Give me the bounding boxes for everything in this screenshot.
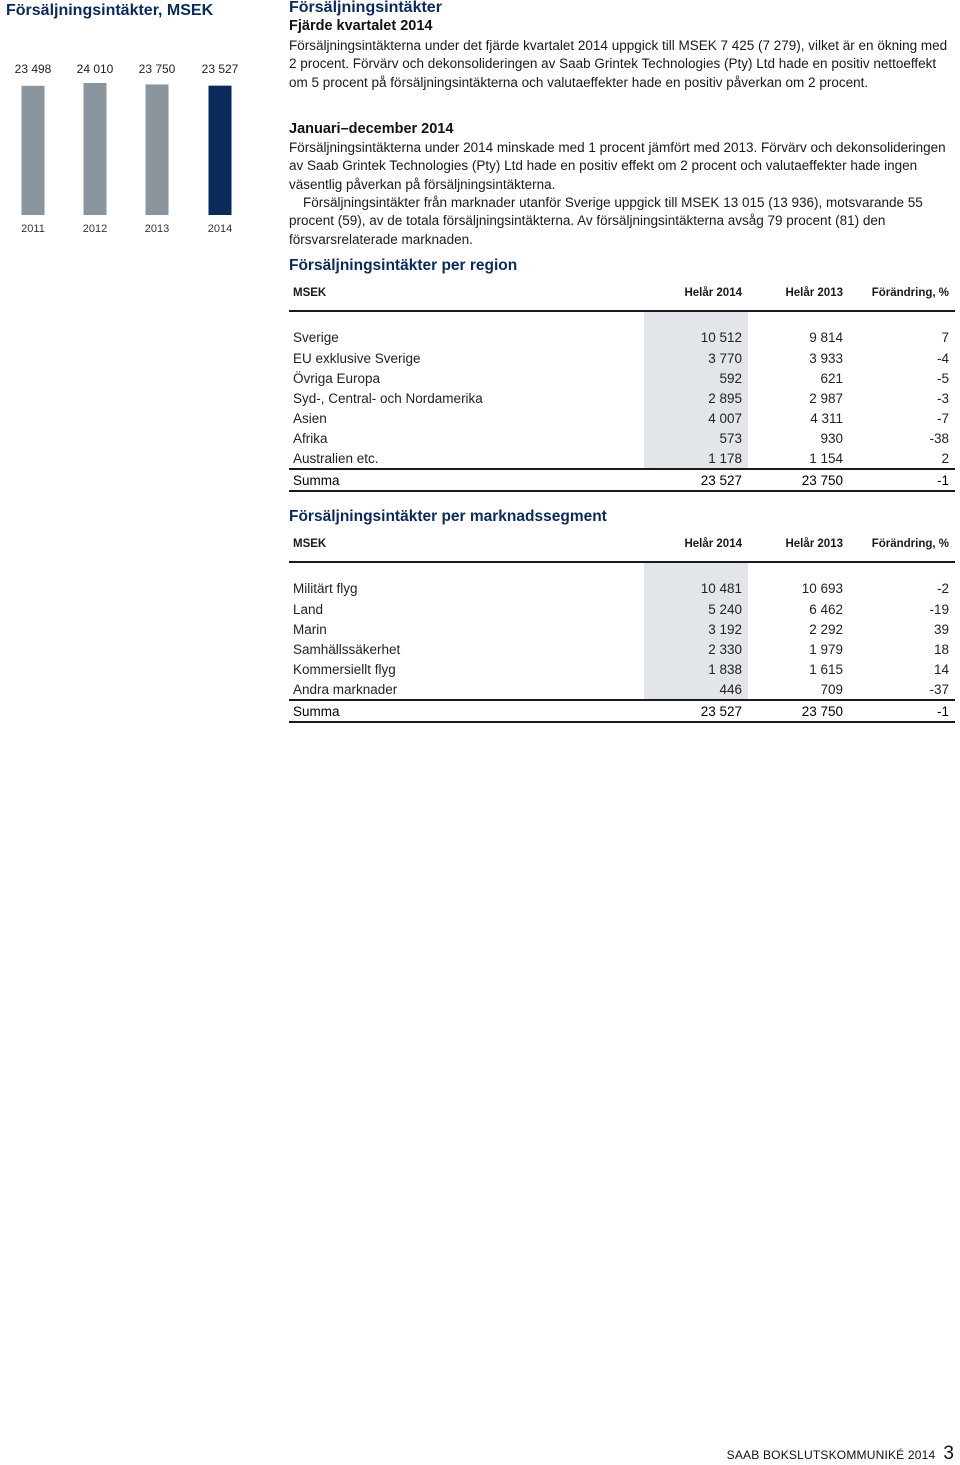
table-cell: 2 [941,450,949,466]
table-cell: 10 512 [644,320,748,348]
table-cell: 2 895 [644,388,748,408]
bar-category-label: 2013 [144,223,170,235]
bar-category-label: 2011 [21,223,45,235]
table-cell: 6 462 [809,601,843,617]
bar-2014 [209,86,232,215]
table-cell: -37 [929,681,949,697]
table-cell: 2 292 [809,621,843,637]
table-cell: 592 [644,368,748,388]
revenue-bar-chart [0,40,260,250]
bar-value-label: 24 010 [76,62,114,76]
table-total-row [289,469,955,491]
bar-category-label: 2012 [82,223,108,235]
table-cell: 10 481 [644,571,748,599]
bar-2012 [84,83,107,215]
bar-value-label: 23 527 [201,62,239,76]
table-cell: 2 987 [809,390,843,406]
table-row [289,599,955,619]
table-total-cell: Summa [289,469,644,491]
table-cell: -4 [936,350,949,366]
table-cell: 3 770 [644,348,748,368]
table-row [289,320,955,348]
table-cell: Marin [293,621,327,637]
table-cell: 2 330 [644,639,748,659]
table-cell: Syd-, Central- och Nordamerika [293,390,483,406]
region-table-title: Försäljningsintäkter per region [289,257,518,274]
table-cell: 573 [644,428,748,448]
table-cell: 1 154 [809,450,843,466]
segment-table-title: Försäljningsintäkter per marknadssegment [289,508,607,525]
page-number: 3 [943,1443,954,1464]
table-cell: 3 192 [644,619,748,639]
table-cell: Övriga Europa [293,370,381,386]
table-cell: Sverige [293,329,339,345]
column-header: Helår 2014 [644,276,748,311]
table-cell: -38 [929,430,949,446]
region-table [289,276,955,492]
q4-paragraph: Försäljningsintäkterna under det fjärde kvartalet 2014 uppgick till MSEK 7 425 (7 279), vilket är en ökning med 2 procent. Förvärv och dekonsolideringen av Saab Grintek Technologies (Pty) Ltd hade en positiv nettoeffekt om 5 procent på försäljningsintäkterna och valutaeffekter hade en positiv påverkan om 2 procent. [289,38,948,90]
table-cell: 5 240 [644,599,748,619]
column-header: Helår 2013 [748,276,849,311]
table-cell: EU exklusive Sverige [293,350,421,366]
table-cell: 7 [941,329,949,345]
bar-2011 [22,86,45,215]
q4-heading: Fjärde kvartalet 2014 [289,18,433,34]
table-cell: 9 814 [809,329,843,345]
segment-table [289,527,955,723]
table-row [289,619,955,639]
full-year-paragraph-1: Försäljningsintäkterna under 2014 minskade med 1 procent jämfört med 2013. Förvärv och dekonsolideringen av Saab Grintek Technologies (Pty) Ltd hade en positiv effekt om 2 procent och valutaeffekter hade ingen väsentlig påverkan på försäljningsintäkterna. [289,140,946,192]
table-cell: 1 615 [809,661,843,677]
table-cell: 1 979 [809,641,843,657]
table-total-cell: 23 750 [748,700,849,722]
table-cell: 3 933 [809,350,843,366]
table-cell: -19 [929,601,949,617]
table-cell: 621 [820,370,843,386]
table-cell: Land [293,601,324,617]
table-row [289,348,955,368]
table-total-cell: -1 [849,700,955,722]
table-cell: 39 [933,621,949,637]
table-row [289,388,955,408]
table-cell: 709 [820,681,843,697]
column-header: Helår 2014 [644,527,748,562]
table-row [289,368,955,388]
column-header: MSEK [289,527,644,562]
table-cell: Australien etc. [293,450,379,466]
bar-category-label: 2014 [207,223,233,235]
table-row [289,639,955,659]
table-cell: 18 [933,641,949,657]
table-row [289,659,955,679]
table-cell: Kommersiellt flyg [293,661,396,677]
column-header: MSEK [289,276,644,311]
column-header: Förändring, % [849,527,955,562]
table-cell: -3 [936,390,949,406]
table-cell: 4 007 [644,408,748,428]
table-cell: Militärt flyg [293,580,358,596]
table-cell: Samhällssäkerhet [293,641,401,657]
table-total-cell: 23 527 [644,469,748,491]
table-cell: -2 [936,580,949,596]
table-cell: -7 [936,410,949,426]
table-cell: 10 693 [801,580,843,596]
table-cell: 446 [644,679,748,700]
table-header-row [289,527,955,562]
table-row [289,571,955,599]
table-cell: 4 311 [810,410,843,426]
footer-label: SAAB BOKSLUTSKOMMUNIKÉ 2014 [726,1448,936,1462]
table-total-cell: 23 527 [644,700,748,722]
table-total-cell: 23 750 [748,469,849,491]
table-cell: 1 838 [644,659,748,679]
table-row [289,448,955,469]
table-cell: 930 [820,430,843,446]
table-total-cell: -1 [849,469,955,491]
bar-value-label: 23 498 [14,62,52,76]
column-header: Helår 2013 [748,527,849,562]
bar-2013 [146,84,169,215]
table-row [289,408,955,428]
section-title: Försäljningsintäkter [289,0,442,16]
table-cell: Andra marknader [293,681,398,697]
table-row [289,428,955,448]
table-spacer [289,562,955,571]
page-footer [727,1443,954,1465]
chart-title: Försäljningsintäkter, MSEK [6,2,214,19]
table-cell: -5 [936,370,949,386]
full-year-paragraph-2: Försäljningsintäkter från marknader utanför Sverige uppgick till MSEK 13 015 (13 936), motsvarande 55 procent (59), av de totala försäljningsintäkterna. Av försäljningsintäkterna avsåg 79 procent (81) den försvarsrelaterade marknaden. [289,195,923,247]
full-year-heading: Januari–december 2014 [289,121,454,137]
table-cell: Afrika [293,430,328,446]
table-row [289,679,955,700]
table-spacer [289,311,955,320]
column-header: Förändring, % [849,276,955,311]
table-cell: 1 178 [644,448,748,469]
table-total-row [289,700,955,722]
table-cell: Asien [293,410,327,426]
table-total-cell: Summa [289,700,644,722]
table-cell: 14 [933,661,949,677]
bar-value-label: 23 750 [138,62,176,76]
table-header-row [289,276,955,311]
